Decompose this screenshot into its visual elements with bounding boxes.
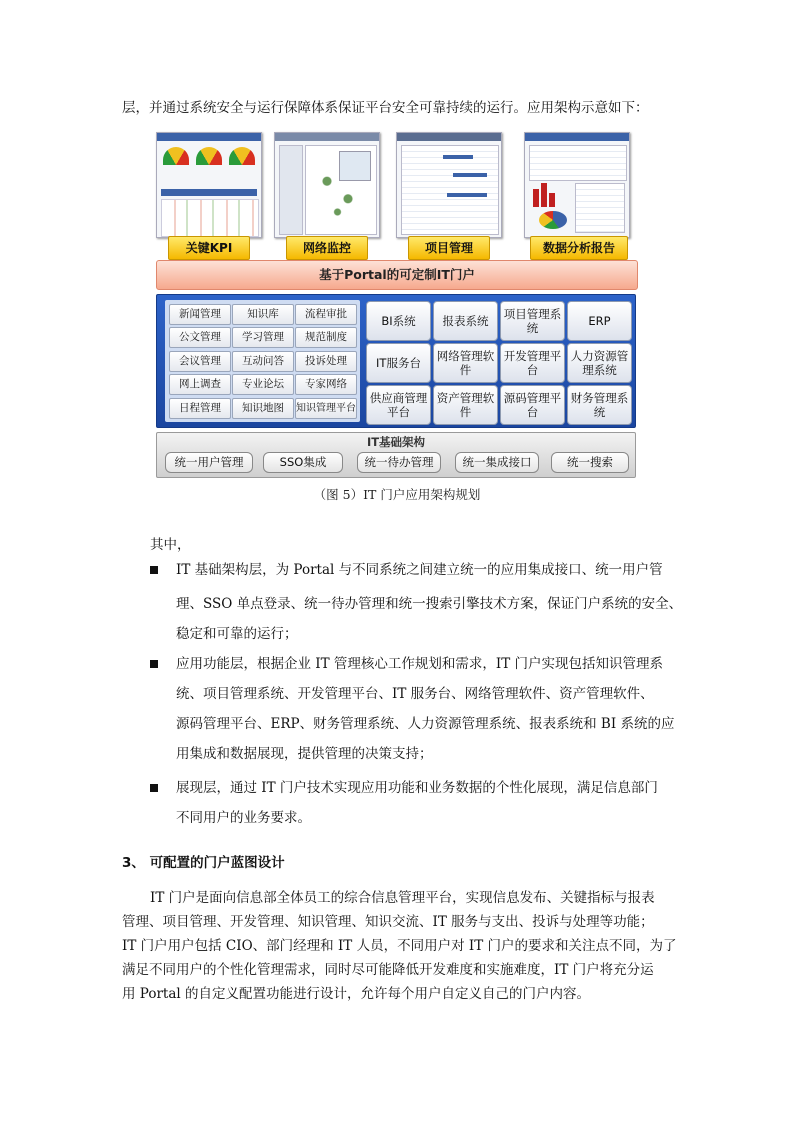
- bullet-icon: [150, 784, 158, 792]
- infrastructure-layer: [156, 432, 636, 478]
- module-qa: 互动问答: [232, 351, 294, 372]
- figure-caption: （图 5）IT 门户应用架构规划: [313, 487, 481, 502]
- system-bi: BI系统: [366, 301, 431, 341]
- system-assets: 资产管理软件: [433, 385, 498, 425]
- system-project: 项目管理系统: [500, 301, 565, 341]
- infra-user-mgmt: 统一用户管理: [165, 452, 253, 473]
- system-dev-platform: 开发管理平台: [500, 343, 565, 383]
- module-forum: 专业论坛: [232, 374, 294, 395]
- bullet-line: 源码管理平台、ERP、财务管理系统、人力资源管理系统、报表系统和 BI 系统的应: [176, 716, 675, 732]
- infrastructure-title: IT基础架构: [366, 435, 426, 449]
- module-panel: [165, 300, 360, 422]
- module-knowledge-map: 知识地图: [232, 398, 294, 419]
- module-knowledge-base: 知识库: [232, 304, 294, 325]
- bullet-line: 用集成和数据展现，提供管理的决策支持；: [176, 746, 433, 762]
- bullet-icon: [150, 660, 158, 668]
- module-experts: 专家网络: [295, 374, 357, 395]
- infra-sso: SSO集成: [263, 452, 343, 473]
- screen-label-kpi: 关键KPI: [168, 236, 250, 260]
- screen-label-network: 网络监控: [286, 236, 368, 260]
- infra-search: 统一搜索: [551, 452, 629, 473]
- infra-todo: 统一待办管理: [357, 452, 441, 473]
- bullet-line: 应用功能层，根据企业 IT 管理核心工作规划和需求，IT 门户实现包括知识管理系: [176, 656, 664, 672]
- module-workflow: 流程审批: [295, 304, 357, 325]
- module-news: 新闻管理: [169, 304, 231, 325]
- screen-label-project: 项目管理: [408, 236, 490, 260]
- module-learning: 学习管理: [232, 327, 294, 348]
- system-supplier: 供应商管理平台: [366, 385, 431, 425]
- intro-text: 层，并通过系统安全与运行保障体系保证平台安全可靠持续的运行。应用架构示意如下：: [122, 100, 649, 116]
- paragraph-line: IT 门户是面向信息部全体员工的综合信息管理平台，实现信息发布、关键指标与报表: [150, 890, 655, 906]
- architecture-diagram: [152, 128, 640, 478]
- application-layer: [156, 294, 636, 428]
- paragraph-line: 管理、项目管理、开发管理、知识管理、知识交流、IT 服务与支出、投诉与处理等功能；: [122, 914, 654, 930]
- module-survey: 网上调查: [169, 374, 231, 395]
- module-standards: 规范制度: [295, 327, 357, 348]
- portal-layer: 基于Portal的可定制IT门户: [156, 260, 638, 290]
- module-meetings: 会议管理: [169, 351, 231, 372]
- paragraph-line: IT 门户用户包括 CIO、部门经理和 IT 人员，不同用户对 IT 门户的要求和关注点不同，为了: [122, 938, 677, 954]
- bullet-line: 展现层，通过 IT 门户技术实现应用功能和业务数据的个性化展现，满足信息部门: [176, 780, 658, 796]
- section-heading: 3、 可配置的门户蓝图设计: [122, 855, 285, 871]
- bullet-line: IT 基础架构层，为 Portal 与不同系统之间建立统一的应用集成接口、统一用户管: [176, 562, 663, 578]
- screen-label-analysis: 数据分析报告: [530, 236, 628, 260]
- module-documents: 公文管理: [169, 327, 231, 348]
- kpi-dashboard-thumbnail: [156, 132, 262, 238]
- module-schedule: 日程管理: [169, 398, 231, 419]
- system-network-mgmt: 网络管理软件: [433, 343, 498, 383]
- network-monitor-thumbnail: [274, 132, 380, 238]
- system-finance: 财务管理系统: [567, 385, 632, 425]
- module-complaints: 投诉处理: [295, 351, 357, 372]
- infra-integration: 统一集成接口: [455, 452, 539, 473]
- bullet-line: 不同用户的业务要求。: [176, 810, 311, 826]
- bullet-line: 稳定和可靠的运行；: [176, 626, 298, 642]
- among-text: 其中，: [150, 537, 191, 553]
- project-management-thumbnail: [396, 132, 502, 238]
- bullet-line: 统、项目管理系统、开发管理平台、IT 服务台、网络管理软件、资产管理软件、: [176, 686, 654, 702]
- bullet-icon: [150, 566, 158, 574]
- paragraph-line: 用 Portal 的自定义配置功能进行设计，允许每个用户自定义自己的门户内容。: [122, 986, 590, 1002]
- system-source-code: 源码管理平台: [500, 385, 565, 425]
- system-hr: 人力资源管理系统: [567, 343, 632, 383]
- system-it-service-desk: IT服务台: [366, 343, 431, 383]
- paragraph-line: 满足不同用户的个性化管理需求，同时尽可能降低开发难度和实施难度，IT 门户将充分运: [122, 962, 654, 978]
- system-erp: ERP: [567, 301, 632, 341]
- system-reports: 报表系统: [433, 301, 498, 341]
- data-analysis-thumbnail: [524, 132, 630, 238]
- module-knowledge-platform: 知识管理平台: [295, 398, 357, 419]
- bullet-line: 理、SSO 单点登录、统一待办管理和统一搜索引擎技术方案，保证门户系统的安全、: [176, 596, 683, 612]
